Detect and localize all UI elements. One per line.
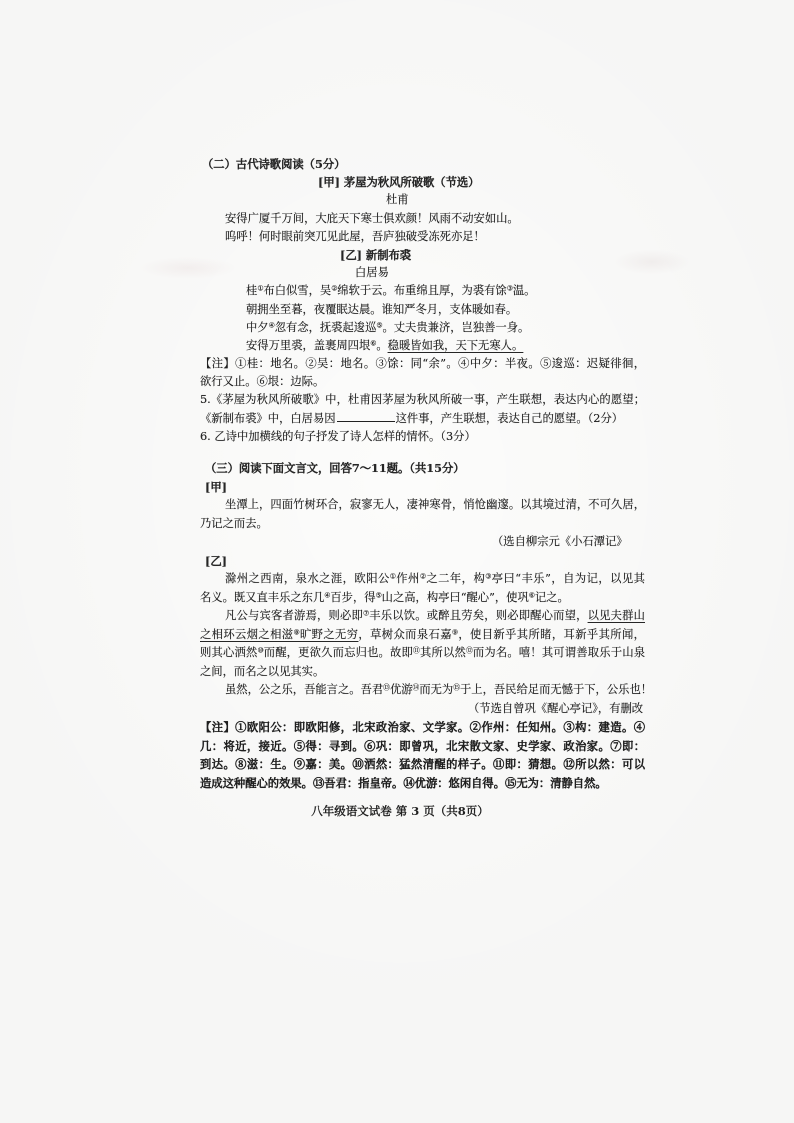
note-ref-mark: ④	[324, 590, 331, 599]
passage-b-line	[200, 607, 645, 626]
question-5-text: 《新制布裘》中，白居易因	[200, 411, 336, 425]
page-footer: 八年级语文试卷 第 3 页（共8页）	[311, 804, 489, 818]
note-ref-mark: ⑧	[293, 627, 300, 636]
section-heading: （二）古代诗歌阅读（5分）	[202, 157, 346, 171]
notes-line: 【注】①欧阳公：即欧阳修，北宋政治家、文学家。②作州：任知州。③构：建造。④	[200, 720, 645, 734]
note-ref-mark: ⑭	[412, 683, 420, 692]
section-classical-prose	[200, 459, 653, 792]
passage-b-line: 名义。既又直丰乐之东几④百步，得⑤山之高，构亭曰“醒心”，使巩⑥记之。	[200, 590, 569, 604]
notes-line: 到达。⑧滋：生。⑨嘉：美。⑩洒然：猛然清醒的样子。⑪即：猜想。⑫所以然：可以	[200, 757, 645, 771]
poem-b-line-text: 安得万里裘，盖裹周四垠⑥。	[246, 338, 388, 352]
passage-b-line: 虽然，公之乐，吾能言之。吾君⑬优游⑭而无为⑮于上，吾民给足而无憾于下，公乐也！	[225, 683, 653, 696]
poem-b-author: 白居易	[355, 266, 389, 280]
note-ref-mark: ②	[419, 572, 427, 581]
note-ref-mark: ⑮	[453, 683, 460, 692]
note-ref-mark: ②	[331, 284, 338, 293]
note-ref-mark: ①	[389, 572, 397, 581]
passage-b-line: 滁州之西南，泉水之涯，欧阳公①作州②之二年，构③亭曰“丰乐”，自为记，以见其	[225, 572, 645, 585]
notes-line: 欲行又止。⑥垠：边际。	[200, 375, 325, 389]
section-poetry-reading	[200, 155, 645, 446]
poem-b-line: 朝拥坐至暮，夜覆眠达晨。谁知严冬月，支体暖如春。	[246, 302, 518, 316]
answer-blank	[337, 411, 395, 422]
question-5-text: 这件事，产生联想，表达自己的愿望。（2分）	[395, 411, 624, 425]
passage-b-line: 则其心洒然⑩而醒，更欲久而忘归也。故即⑪其所以然⑫而为名。嘻！其可谓善取乐于山泉	[200, 646, 645, 659]
poem-b-line	[200, 337, 645, 355]
notes-line: 造成这种醒心的效果。⑬吾君：指皇帝。⑭优游：悠闲自得。⑮无为：清静自然。	[200, 775, 607, 790]
poem-a-line: 安得广厦千万间，大庇天下寒士俱欢颜！风雨不动安如山。	[225, 211, 519, 225]
note-ref-mark: ⑪	[413, 646, 420, 655]
passage-a-line: 坐潭上，四面竹树环合，寂寥无人，凄神寒骨，悄怆幽邃。以其境过清，不可久居，	[225, 498, 645, 511]
note-ref-mark: ⑫	[465, 646, 473, 655]
note-ref-mark: ⑨	[451, 627, 459, 636]
passage-b-source: （节选自曾巩《醒心亭记》，有删改	[468, 701, 644, 715]
note-ref-mark: ⑥	[370, 339, 377, 348]
note-ref-mark: ③	[506, 284, 513, 293]
poem-a-author: 杜甫	[386, 193, 409, 207]
note-ref-mark: ⑤	[375, 590, 382, 599]
poem-a-title: [甲] 茅屋为秋风所破歌（节选）	[318, 175, 480, 190]
note-ref-mark: ⑦	[362, 609, 370, 618]
note-ref-mark: ⑬	[383, 683, 390, 692]
passage-b-text: 凡公与宾客者游焉，则必即⑦丰乐以饮。或醉且劳矣，则必即醒心而望，	[225, 609, 588, 622]
passage-a-label: [甲]	[205, 479, 227, 494]
notes-line: 【注】①桂：地名。②吴：地名。③馀：同“余”。④中夕：半夜。⑤逡巡：迟疑徘徊，	[200, 357, 645, 371]
note-ref-mark: ⑥	[528, 590, 535, 599]
passage-b-line: 之间，而名之以见其实。	[200, 664, 325, 678]
underlined-sentence: 稳暖皆如我，天下无寒人。	[387, 338, 524, 352]
question-6: 6. 乙诗中加横线的句子抒发了诗人怎样的情怀。（3分）	[200, 429, 476, 443]
poem-b-line: 桂①布白似雪，吴②绵软于云。布重绵且厚，为裘有馀③温。	[246, 284, 536, 298]
note-ref-mark: ⑤	[376, 320, 383, 329]
section-heading: （三）阅读下面文言文，回答7～11题。（共15分）	[205, 461, 465, 475]
question-5-continued	[200, 410, 645, 428]
underlined-sentence: 以见夫群山	[587, 609, 645, 622]
passage-b-text: ，草树众而泉石嘉⑨，使目新乎其所睹，耳新乎其所闻，	[358, 627, 645, 641]
poem-b-title: [乙] 新制布裘	[340, 247, 412, 262]
underlined-sentence: 之相环云烟之相滋⑧旷野之无穷	[200, 627, 359, 641]
passage-b-line	[200, 626, 645, 645]
poem-b-line: 中夕④忽有念，抚裘起逡巡⑤。丈夫贵兼济，岂独善一身。	[246, 320, 530, 334]
poem-a-line: 呜呼！何时眼前突兀见此屋，吾庐独破受冻死亦足！	[225, 229, 485, 243]
notes-line: 几：将近，接近。⑤得：寻到。⑥巩：即曾巩，北宋散文家、史学家、政治家。⑦即：	[200, 738, 645, 753]
note-ref-mark: ⑩	[257, 646, 264, 655]
passage-a-source: （选自柳宗元《小石潭记》	[492, 535, 628, 548]
note-ref-mark: ③	[485, 572, 492, 581]
question-5: 5.《茅屋为秋风所破歌》中，杜甫因茅屋为秋风所破一事，产生联想，表达内心的愿望；	[200, 393, 645, 407]
passage-b-label: [乙]	[205, 553, 227, 568]
note-ref-mark: ①	[257, 284, 264, 293]
passage-a-line: 乃记之而去。	[200, 516, 268, 530]
note-ref-mark: ④	[268, 320, 275, 329]
